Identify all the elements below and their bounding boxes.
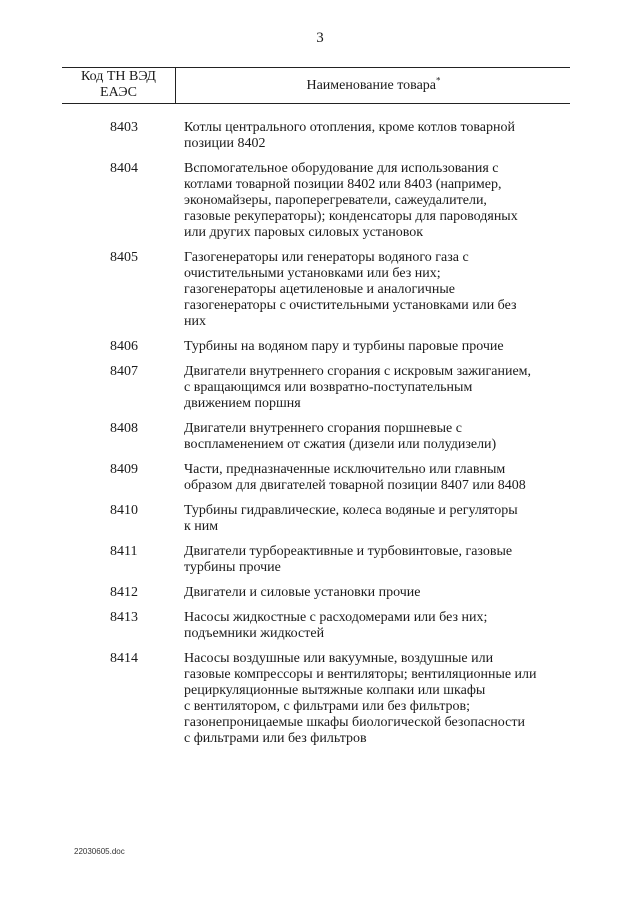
row-description [184, 610, 574, 642]
header-name-column [177, 68, 570, 103]
row-description [184, 544, 574, 576]
table-row [0, 585, 640, 601]
row-description [184, 250, 574, 330]
row-description-line: Турбины на водяном пару и турбины паровые прочие [184, 339, 504, 354]
row-code: 8413 [110, 610, 138, 625]
row-description-line: Вспомогательное оборудование для использования с [184, 161, 499, 176]
table-row [0, 651, 640, 747]
row-description [184, 585, 574, 601]
header-code-line1: Код ТН ВЭД [81, 69, 156, 84]
row-description-line: воспламенением от сжатия (дизели или полудизели) [184, 437, 497, 452]
table-row [0, 503, 640, 535]
row-description [184, 462, 574, 494]
footer-filename: 22030605.doc [74, 847, 125, 856]
row-code: 8403 [110, 120, 138, 135]
row-description [184, 161, 574, 241]
row-description-line: с вращающимся или возвратно-поступательным [184, 380, 473, 395]
row-description-line: турбины прочие [184, 560, 281, 575]
row-description-line: Двигатели турбореактивные и турбовинтовые, газовые [184, 544, 513, 559]
row-description-line: Двигатели и силовые установки прочие [184, 585, 421, 600]
row-description-line: с фильтрами или без фильтров [184, 731, 367, 746]
row-description [184, 339, 574, 355]
row-code: 8405 [110, 250, 138, 265]
row-code: 8409 [110, 462, 138, 477]
table-row [0, 120, 640, 152]
row-description-line: газогенераторы с очистительными установками или без [184, 298, 517, 313]
row-code: 8407 [110, 364, 138, 379]
table-header [62, 67, 570, 104]
row-description-line: газонепроницаемые шкафы биологической безопасности [184, 715, 525, 730]
row-description-line: котлами товарной позиции 8402 или 8403 (например, [184, 177, 502, 192]
row-description [184, 651, 574, 747]
table-row [0, 339, 640, 355]
row-description-line: подъемники жидкостей [184, 626, 325, 641]
row-description [184, 421, 574, 453]
row-code: 8406 [110, 339, 138, 354]
table-row [0, 462, 640, 494]
row-description-line: Котлы центрального отопления, кроме котлов товарной [184, 120, 516, 135]
header-name-label: Наименование товара [306, 78, 436, 93]
row-description-line: газовые компрессоры и вентиляторы; вентиляционные или [184, 667, 537, 682]
row-description-line: с вентилятором, с фильтрами или без фильтров; [184, 699, 470, 714]
row-description-line: Насосы воздушные или вакуумные, воздушные или [184, 651, 494, 666]
row-description-line: экономайзеры, пароперегреватели, сажеудалители, [184, 193, 487, 208]
row-description-line: или других паровых силовых установок [184, 225, 424, 240]
header-code-column [62, 68, 176, 103]
row-description-line: Части, предназначенные исключительно или главным [184, 462, 506, 477]
row-description [184, 364, 574, 412]
page-number: 3 [316, 30, 324, 46]
row-description [184, 503, 574, 535]
table-row [0, 364, 640, 412]
table-row [0, 161, 640, 241]
row-code: 8408 [110, 421, 138, 436]
row-code: 8404 [110, 161, 138, 176]
row-description-line: к ним [184, 519, 219, 534]
row-description-line: позиции 8402 [184, 136, 266, 151]
row-description-line: движением поршня [184, 396, 301, 411]
row-description-line: образом для двигателей товарной позиции 8407 или 8408 [184, 478, 526, 493]
row-description-line: Газогенераторы или генераторы водяного газа с [184, 250, 469, 265]
row-description-line: Турбины гидравлические, колеса водяные и регуляторы [184, 503, 518, 518]
row-description-line: газовые рекуператоры); конденсаторы для пароводяных [184, 209, 518, 224]
header-name-footnote-mark: * [436, 75, 441, 86]
row-description-line: Насосы жидкостные с расходомерами или без них; [184, 610, 488, 625]
row-description-line: Двигатели внутреннего сгорания с искровым зажиганием, [184, 364, 532, 379]
table-row [0, 250, 640, 330]
table-row [0, 544, 640, 576]
row-description-line: Двигатели внутреннего сгорания поршневые с [184, 421, 462, 436]
table-row [0, 610, 640, 642]
row-description-line: очистительными установками или без них; [184, 266, 441, 281]
row-description-line: газогенераторы ацетиленовые и аналогичные [184, 282, 455, 297]
row-description [184, 120, 574, 152]
table-row [0, 421, 640, 453]
row-code: 8411 [110, 544, 138, 559]
row-description-line: них [184, 314, 206, 329]
goods-table-body [0, 120, 640, 756]
row-code: 8410 [110, 503, 138, 518]
row-code: 8412 [110, 585, 138, 600]
header-code-line2: ЕАЭС [100, 85, 137, 100]
row-code: 8414 [110, 651, 138, 666]
row-description-line: рециркуляционные вытяжные колпаки или шкафы [184, 683, 486, 698]
